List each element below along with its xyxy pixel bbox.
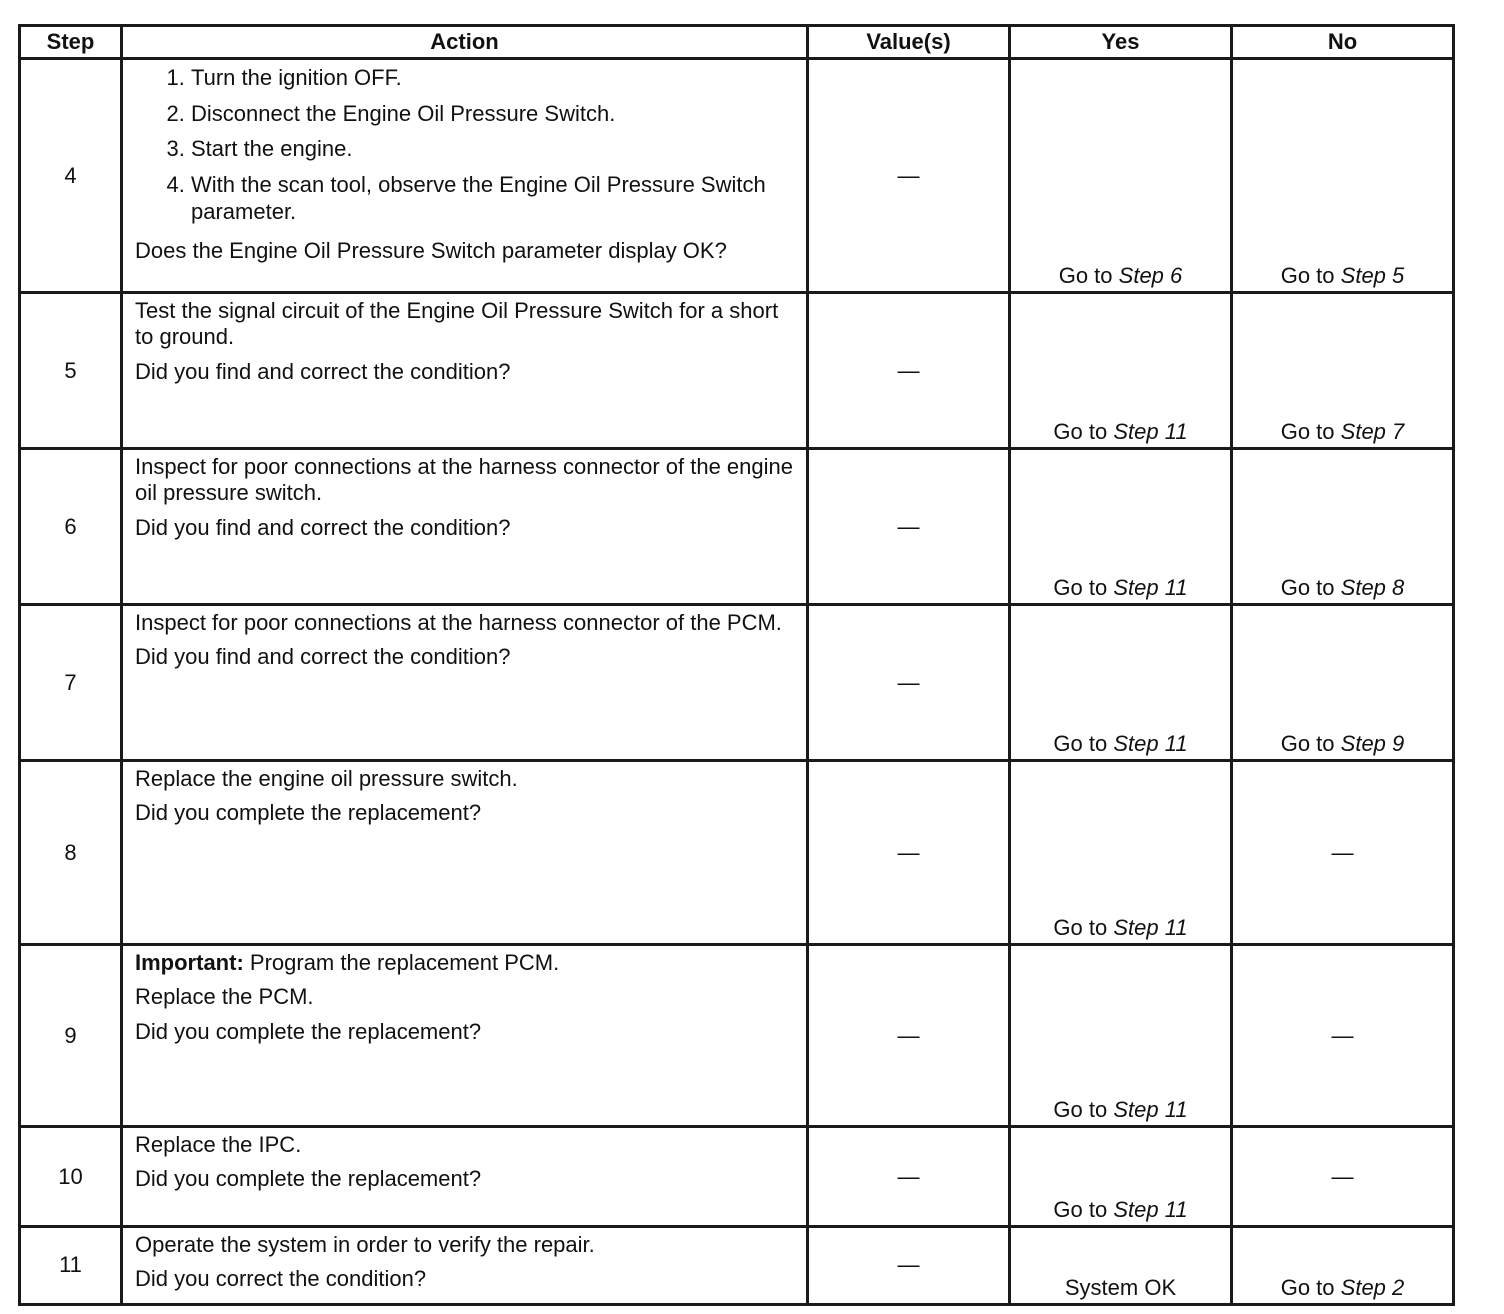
action-text: Inspect for poor connections at the harness connector of the engine oil pressure switch. <box>135 454 793 506</box>
action-question: Did you find and correct the condition? <box>135 514 511 540</box>
action-text: Replace the PCM. <box>135 984 314 1010</box>
table-row <box>20 1227 1454 1305</box>
action-question: Did you correct the condition? <box>135 1266 427 1292</box>
action-cell <box>122 293 808 449</box>
go-to-text: Go to <box>1280 1274 1335 1300</box>
list-item: 4. With the scan tool, observe the Engine Oil Pressure Switch parameter. <box>191 171 794 226</box>
step-number: 9 <box>20 945 122 1127</box>
yes-step-ref: Step 11 <box>1113 419 1188 444</box>
action-question: Did you complete the replacement? <box>135 1018 482 1044</box>
action-cell <box>122 449 808 605</box>
no-cell: — <box>1232 1127 1454 1227</box>
no-cell: — <box>1232 945 1454 1127</box>
yes-cell <box>1010 605 1232 761</box>
go-to-text: Go to <box>1053 915 1108 940</box>
no-cell <box>1232 449 1454 605</box>
go-to-text: Go to <box>1053 575 1108 600</box>
list-item: 2. Disconnect the Engine Oil Pressure Switch. <box>191 100 794 128</box>
yes-step-ref: Step 11 <box>1113 1197 1188 1222</box>
list-item: 1. Turn the ignition OFF. <box>191 64 794 92</box>
important-label: Important: <box>135 950 244 975</box>
yes-cell <box>1010 1127 1232 1227</box>
action-question: Did you complete the replacement? <box>135 1166 482 1192</box>
yes-step-ref: Step 6 <box>1118 263 1183 288</box>
yes-cell <box>1010 449 1232 605</box>
header-step: Step <box>20 26 122 59</box>
header-yes: Yes <box>1010 26 1232 59</box>
header-row <box>20 26 1454 59</box>
action-question: Did you find and correct the condition? <box>135 644 511 670</box>
action-text-group <box>135 950 794 1019</box>
no-cell: — <box>1232 761 1454 945</box>
table-row <box>20 449 1454 605</box>
yes-step-ref: Step 11 <box>1113 915 1188 940</box>
value-cell: — <box>808 1227 1010 1305</box>
action-cell <box>122 605 808 761</box>
no-step-ref: Step 8 <box>1340 575 1405 600</box>
no-step-ref: Step 5 <box>1340 263 1405 288</box>
table-row <box>20 945 1454 1127</box>
value-cell: — <box>808 605 1010 761</box>
list-item: 3. Start the engine. <box>191 135 794 163</box>
value-cell: — <box>808 59 1010 293</box>
step-number: 10 <box>20 1127 122 1227</box>
no-cell <box>1232 59 1454 293</box>
step-number: 8 <box>20 761 122 945</box>
yes-step-ref: Step 11 <box>1113 1097 1188 1122</box>
value-cell: — <box>808 1127 1010 1227</box>
action-question: Does the Engine Oil Pressure Switch parameter display OK? <box>135 237 727 263</box>
go-to-text: Go to <box>1280 731 1335 756</box>
table-row <box>20 605 1454 761</box>
yes-cell <box>1010 945 1232 1127</box>
action-list <box>135 64 794 234</box>
header-values: Value(s) <box>808 26 1010 59</box>
action-cell <box>122 1127 808 1227</box>
action-cell <box>122 59 808 293</box>
yes-cell <box>1010 293 1232 449</box>
action-text: Replace the IPC. <box>135 1132 302 1157</box>
header-action: Action <box>122 26 808 59</box>
no-step-ref: Step 9 <box>1340 731 1405 756</box>
step-number: 7 <box>20 605 122 761</box>
action-cell <box>122 1227 808 1305</box>
yes-cell <box>1010 761 1232 945</box>
step-number: 4 <box>20 59 122 293</box>
yes-cell: System OK <box>1010 1227 1232 1305</box>
go-to-text: Go to <box>1053 731 1108 756</box>
table-row <box>20 293 1454 449</box>
table-row <box>20 761 1454 945</box>
action-text: Operate the system in order to verify the repair. <box>135 1232 595 1257</box>
action-cell <box>122 761 808 945</box>
table-row <box>20 59 1454 293</box>
no-step-ref: Step 7 <box>1340 419 1405 444</box>
go-to-text: Go to <box>1280 575 1335 600</box>
action-cell <box>122 945 808 1127</box>
yes-cell <box>1010 59 1232 293</box>
action-text: Test the signal circuit of the Engine Oil Pressure Switch for a short to ground. <box>135 298 779 350</box>
action-text: Replace the engine oil pressure switch. <box>135 766 518 791</box>
yes-step-ref: Step 11 <box>1113 731 1188 756</box>
go-to-text: Go to <box>1053 419 1108 444</box>
no-cell <box>1232 293 1454 449</box>
value-cell: — <box>808 293 1010 449</box>
action-text: Inspect for poor connections at the harness connector of the PCM. <box>135 610 782 635</box>
go-to-text: Go to <box>1280 263 1335 288</box>
header-no: No <box>1232 26 1454 59</box>
step-number: 11 <box>20 1227 122 1305</box>
table-row <box>20 1127 1454 1227</box>
no-cell <box>1232 1227 1454 1305</box>
value-cell: — <box>808 449 1010 605</box>
yes-step-ref: Step 11 <box>1113 575 1188 600</box>
go-to-text: Go to <box>1058 263 1113 288</box>
step-number: 5 <box>20 293 122 449</box>
action-question: Did you find and correct the condition? <box>135 358 511 384</box>
value-cell: — <box>808 945 1010 1127</box>
step-number: 6 <box>20 449 122 605</box>
go-to-text: Go to <box>1280 419 1335 444</box>
important-note <box>135 950 794 976</box>
go-to-text: Go to <box>1053 1097 1108 1122</box>
value-cell: — <box>808 761 1010 945</box>
no-cell <box>1232 605 1454 761</box>
no-step-ref: Step 2 <box>1340 1274 1405 1300</box>
important-text: Program the replacement PCM. <box>249 950 560 975</box>
action-question: Did you complete the replacement? <box>135 800 482 826</box>
diagnostic-table <box>18 24 1455 1306</box>
go-to-text: Go to <box>1053 1197 1108 1222</box>
